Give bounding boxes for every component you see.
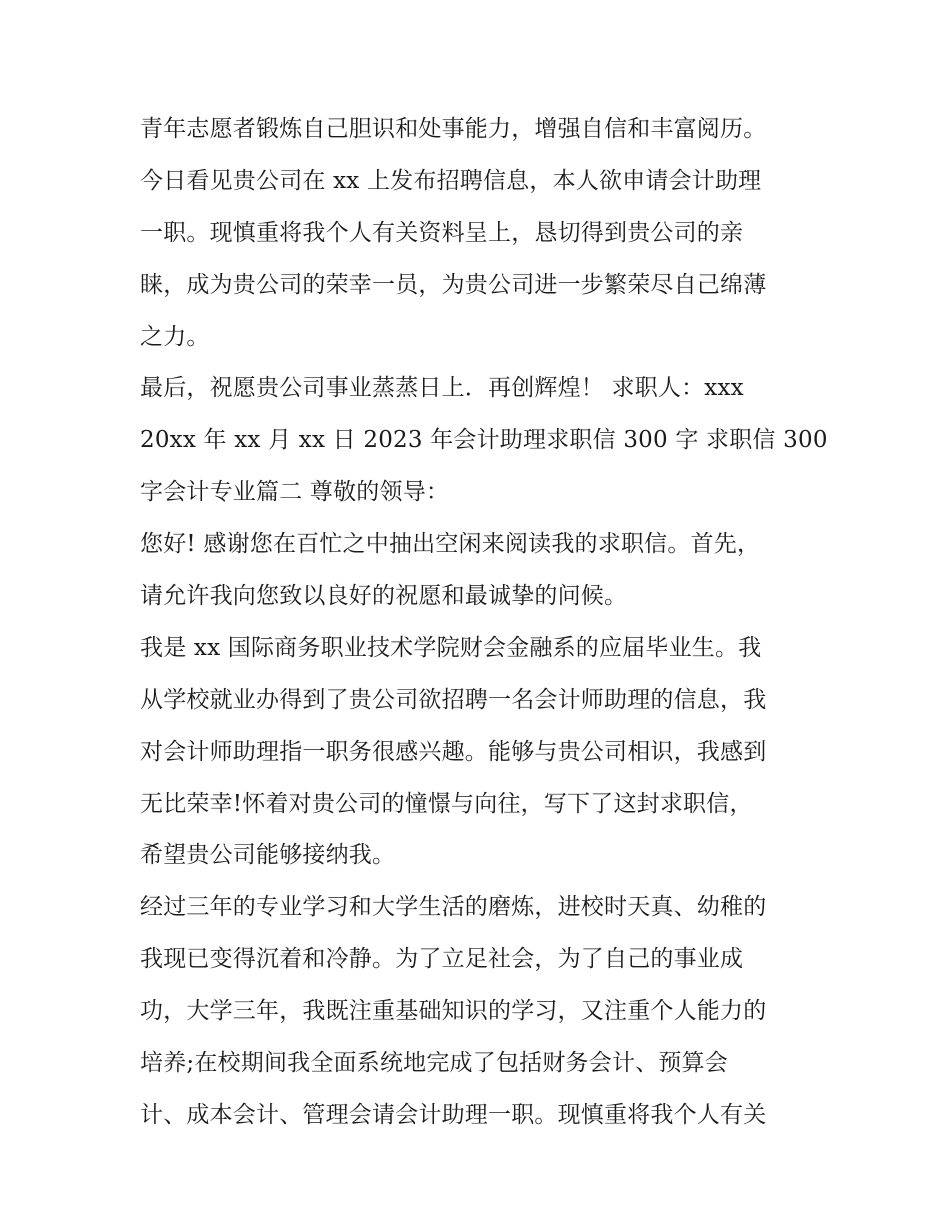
text-line: 字会计专业篇二 尊敬的领导： — [140, 479, 450, 506]
text-line: 青年志愿者锻炼自己胆识和处事能力，增强自信和丰富阅历。 — [140, 116, 767, 142]
text-line: 培养;在校期间我全面系统地完成了包括财务会计、预算会 — [140, 1050, 728, 1077]
text-line: 今日看见贵公司在 xx 上发布招聘信息，本人欲申请会计助理 — [140, 167, 762, 194]
text-line: 之力。 — [140, 323, 210, 350]
text-line: 请允许我向您致以良好的祝愿和最诚挚的问候。 — [140, 583, 628, 610]
text-line: 我是 xx 国际商务职业技术学院财会金融系的应届毕业生。我 — [140, 634, 762, 661]
text-line: 计、成本会计、管理会请会计助理一职。现慎重将我个人有关 — [140, 1101, 767, 1128]
text-line: 无比荣幸!怀着对贵公司的憧憬与向往，写下了这封求职信， — [140, 790, 753, 817]
text-line: 希望贵公司能够接纳我。 — [140, 842, 396, 869]
text-line: 对会计师助理指一职务很感兴趣。能够与贵公司相识，我感到 — [140, 738, 767, 765]
text-line: 最后，祝愿贵公司事业蒸蒸日上．再创辉煌！ 求职人：xxx — [140, 375, 744, 402]
text-line: 一职。现慎重将我个人有关资料呈上，恳切得到贵公司的亲 — [140, 219, 744, 246]
text-line: 20xx 年 xx 月 xx 日 2023 年会计助理求职信 300 字 求职信 300 — [140, 427, 828, 454]
text-line: 经过三年的专业学习和大学生活的磨炼，进校时天真、幼稚的 — [140, 894, 767, 921]
text-line: 您好! 感谢您在百忙之中抽出空闲来阅读我的求职信。首先， — [140, 531, 761, 558]
text-line: 从学校就业办得到了贵公司欲招聘一名会计师助理的信息，我 — [140, 686, 767, 713]
document-body — [140, 104, 828, 1142]
text-line: 功，大学三年，我既注重基础知识的学习，又注重个人能力的 — [140, 998, 767, 1025]
text-line: 睐，成为贵公司的荣幸一员，为贵公司进一步繁荣尽自己绵薄 — [140, 271, 767, 298]
text-line: 我现已变得沉着和冷静。为了立足社会，为了自己的事业成 — [140, 946, 744, 973]
